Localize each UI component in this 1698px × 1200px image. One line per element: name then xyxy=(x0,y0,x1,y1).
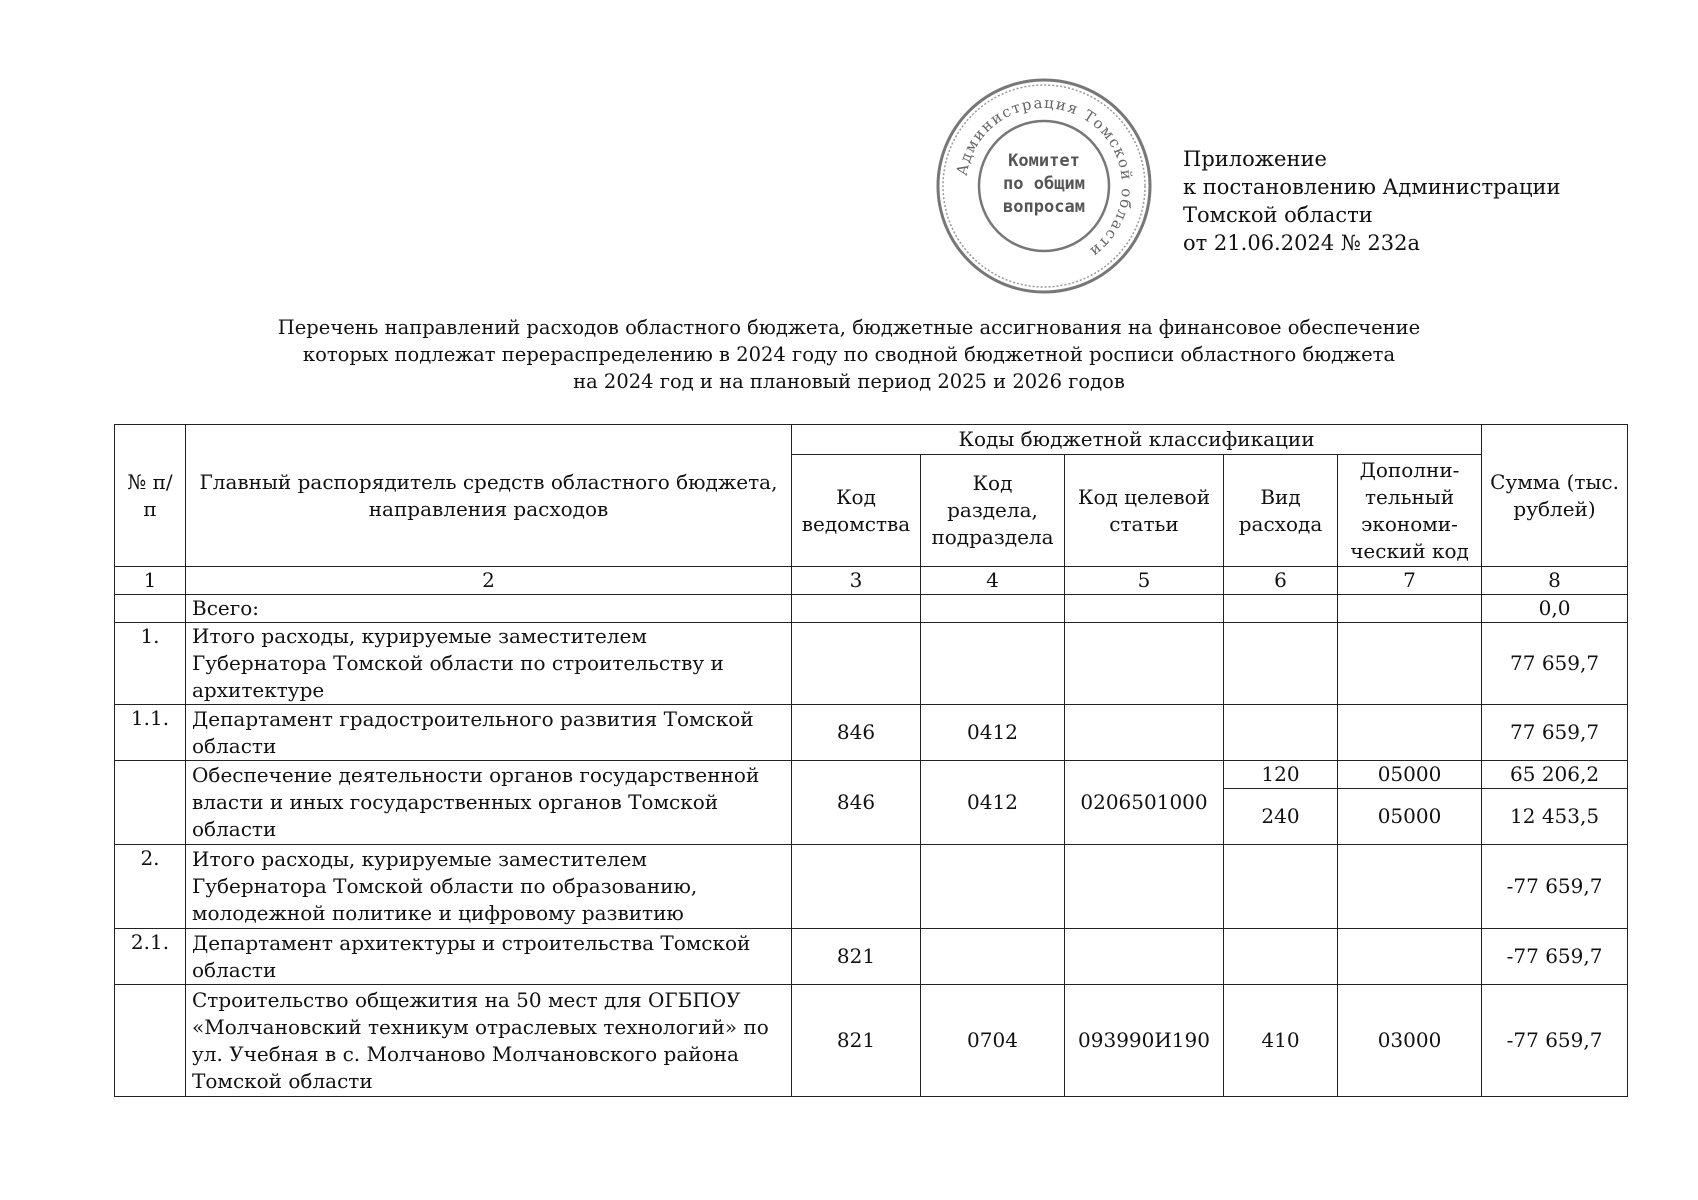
svg-text:Комитет: Комитет xyxy=(1008,151,1080,171)
table-row xyxy=(115,761,1628,789)
total-sum: 0,0 xyxy=(1482,595,1628,623)
row-econ: 03000 xyxy=(1338,985,1482,1097)
budget-table xyxy=(114,424,1628,1097)
document-title xyxy=(0,314,1698,395)
row-name: Итого расходы, курируемые заместителем Губернатора Томской области по образованию, молодежной политике и цифровому развитию xyxy=(186,845,792,929)
row-name: Итого расходы, курируемые заместителем Губернатора Томской области по строительству и архитектуре xyxy=(186,623,792,705)
header-codes-group: Коды бюджетной классификации xyxy=(792,425,1482,455)
row-econ: 05000 xyxy=(1338,789,1482,845)
row-dept: 846 xyxy=(792,761,921,845)
title-line: которых подлежат перераспределению в 2024 году по сводной бюджетной росписи областного бюджета xyxy=(302,343,1396,366)
header-econ: Дополни-тельный экономи-ческий код xyxy=(1338,455,1482,567)
row-section: 0412 xyxy=(921,705,1065,761)
row-num: 1. xyxy=(115,623,186,705)
title-line: на 2024 год и на плановый период 2025 и 2026 годов xyxy=(573,370,1125,393)
col-number: 8 xyxy=(1482,567,1628,595)
svg-text:по общим: по общим xyxy=(1003,174,1085,194)
col-number: 1 xyxy=(115,567,186,595)
row-dept: 821 xyxy=(792,929,921,985)
col-number: 7 xyxy=(1338,567,1482,595)
row-num: 1.1. xyxy=(115,705,186,761)
table-row xyxy=(115,985,1628,1097)
row-num: 2. xyxy=(115,845,186,929)
table-row xyxy=(115,929,1628,985)
appendix-block xyxy=(1183,145,1561,257)
col-number: 2 xyxy=(186,567,792,595)
row-sum: 77 659,7 xyxy=(1482,705,1628,761)
table-row xyxy=(115,623,1628,705)
row-name: Обеспечение деятельности органов государственной власти и иных государственных органов Томской области xyxy=(186,761,792,845)
row-exp-type: 410 xyxy=(1224,985,1338,1097)
total-label: Всего: xyxy=(186,595,792,623)
svg-text:Администрация Томской области: Администрация Томской области xyxy=(952,93,1137,262)
svg-text:вопросам: вопросам xyxy=(1003,197,1085,217)
header-exp-type: Вид расхода xyxy=(1224,455,1338,567)
title-line: Перечень направлений расходов областного бюджета, бюджетные ассигнования на финансовое обеспечение xyxy=(277,316,1421,339)
appendix-line: от 21.06.2024 № 232а xyxy=(1183,231,1420,255)
appendix-line: к постановлению Администрации xyxy=(1183,175,1561,199)
header-sum: Сумма (тыс. рублей) xyxy=(1482,425,1628,567)
row-section: 0704 xyxy=(921,985,1065,1097)
row-name: Строительство общежития на 50 мест для ОГБПОУ «Молчановский техникум отраслевых технологий» по ул. Учебная в с. Молчаново Молчановского района Томской области xyxy=(186,985,792,1097)
column-number-row xyxy=(115,567,1628,595)
row-sum: -77 659,7 xyxy=(1482,929,1628,985)
table-row-total xyxy=(115,595,1628,623)
col-number: 4 xyxy=(921,567,1065,595)
header-section: Код раздела, подраздела xyxy=(921,455,1065,567)
appendix-line: Томской области xyxy=(1183,203,1373,227)
row-sum: -77 659,7 xyxy=(1482,985,1628,1097)
row-sum: -77 659,7 xyxy=(1482,845,1628,929)
row-dept: 821 xyxy=(792,985,921,1097)
header-num: № п/п xyxy=(115,425,186,567)
row-num: 2.1. xyxy=(115,929,186,985)
row-econ: 05000 xyxy=(1338,761,1482,789)
row-section: 0412 xyxy=(921,761,1065,845)
row-sum: 65 206,2 xyxy=(1482,761,1628,789)
row-name: Департамент архитектуры и строительства Томской области xyxy=(186,929,792,985)
row-sum: 77 659,7 xyxy=(1482,623,1628,705)
row-dept: 846 xyxy=(792,705,921,761)
appendix-line: Приложение xyxy=(1183,147,1327,171)
col-number: 5 xyxy=(1065,567,1224,595)
header-dept: Код ведомства xyxy=(792,455,921,567)
col-number: 3 xyxy=(792,567,921,595)
header-name: Главный распорядитель средств областного бюджета, направления расходов xyxy=(186,425,792,567)
row-name: Департамент градостроительного развития Томской области xyxy=(186,705,792,761)
row-exp-type: 120 xyxy=(1224,761,1338,789)
table-row xyxy=(115,705,1628,761)
row-sum: 12 453,5 xyxy=(1482,789,1628,845)
row-target: 0206501000 xyxy=(1065,761,1224,845)
header-target: Код целевой статьи xyxy=(1065,455,1224,567)
row-exp-type: 240 xyxy=(1224,789,1338,845)
official-seal xyxy=(934,76,1154,296)
table-row xyxy=(115,845,1628,929)
row-target: 093990И190 xyxy=(1065,985,1224,1097)
col-number: 6 xyxy=(1224,567,1338,595)
